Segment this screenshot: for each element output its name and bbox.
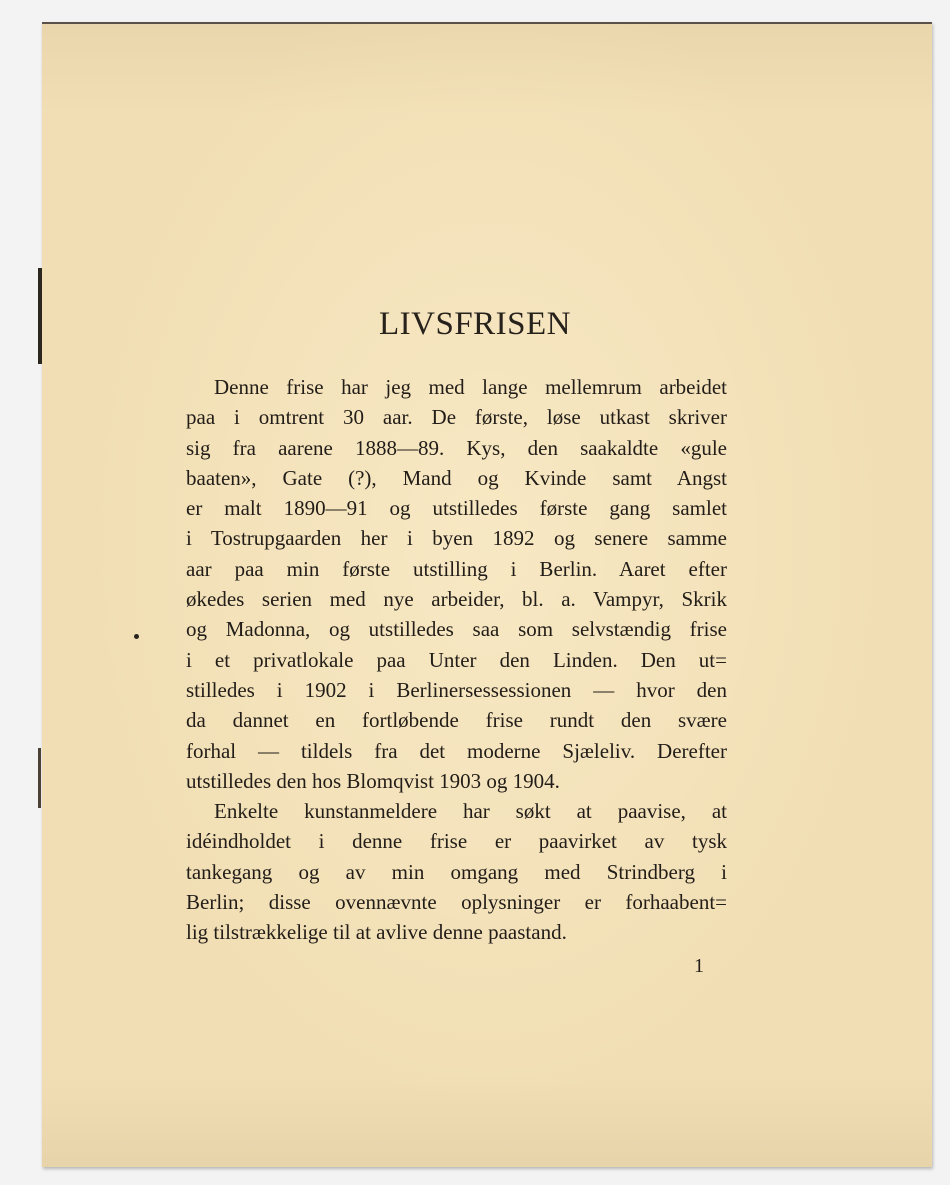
text-line: aar paa min første utstilling i Berlin. Aaret efter xyxy=(186,556,727,581)
text-line: sig fra aarene 1888—89. Kys, den saakaldte «gule xyxy=(186,435,727,460)
text-line: Denne frise har jeg med lange mellemrum arbeidet xyxy=(214,375,727,399)
text-line: Enkelte kunstanmeldere har søkt at paavise, at xyxy=(214,799,727,824)
text-line: idéindholdet i denne frise er paavirket av tysk xyxy=(186,829,727,854)
text-line: paa i omtrent 30 aar. De første, løse utkast skriver xyxy=(186,405,727,430)
text-line: i et privatlokale paa Unter den Linden. Den ut= xyxy=(186,647,727,672)
text-line: og Madonna, og utstilledes saa som selvstændig frise xyxy=(186,617,727,642)
text-line: tankegang og av min omgang med Strindberg i xyxy=(186,859,727,884)
body-text xyxy=(186,372,727,948)
text-line: Berlin; disse ovennævnte oplysninger er forhaabent= xyxy=(186,890,727,915)
text-line: baaten», Gate (?), Mand og Kvinde samt Angst xyxy=(186,465,727,490)
text-line: i Tostrupgaarden her i byen 1892 og senere samme xyxy=(186,526,727,551)
text-line: da dannet en fortløbende frise rundt den svære xyxy=(186,708,727,733)
binding-shadow xyxy=(38,748,41,808)
text-line: er malt 1890—91 og utstilledes første gang samlet xyxy=(186,496,727,521)
ink-speck xyxy=(134,634,139,639)
text-line: stilledes i 1902 i Berlinersessessionen — hvor den xyxy=(186,677,727,702)
text-line: forhal — tildels fra det moderne Sjæleliv. Derefter xyxy=(186,738,727,763)
page-title: LIVSFRISEN xyxy=(378,306,572,342)
text-line: økedes serien med nye arbeider, bl. a. Vampyr, Skrik xyxy=(186,587,727,612)
text-line: utstilledes den hos Blomqvist 1903 og 1904. xyxy=(186,768,560,793)
text-line: lig tilstrækkelige til at avlive denne paastand. xyxy=(186,920,567,945)
page-number: 1 xyxy=(694,955,704,977)
